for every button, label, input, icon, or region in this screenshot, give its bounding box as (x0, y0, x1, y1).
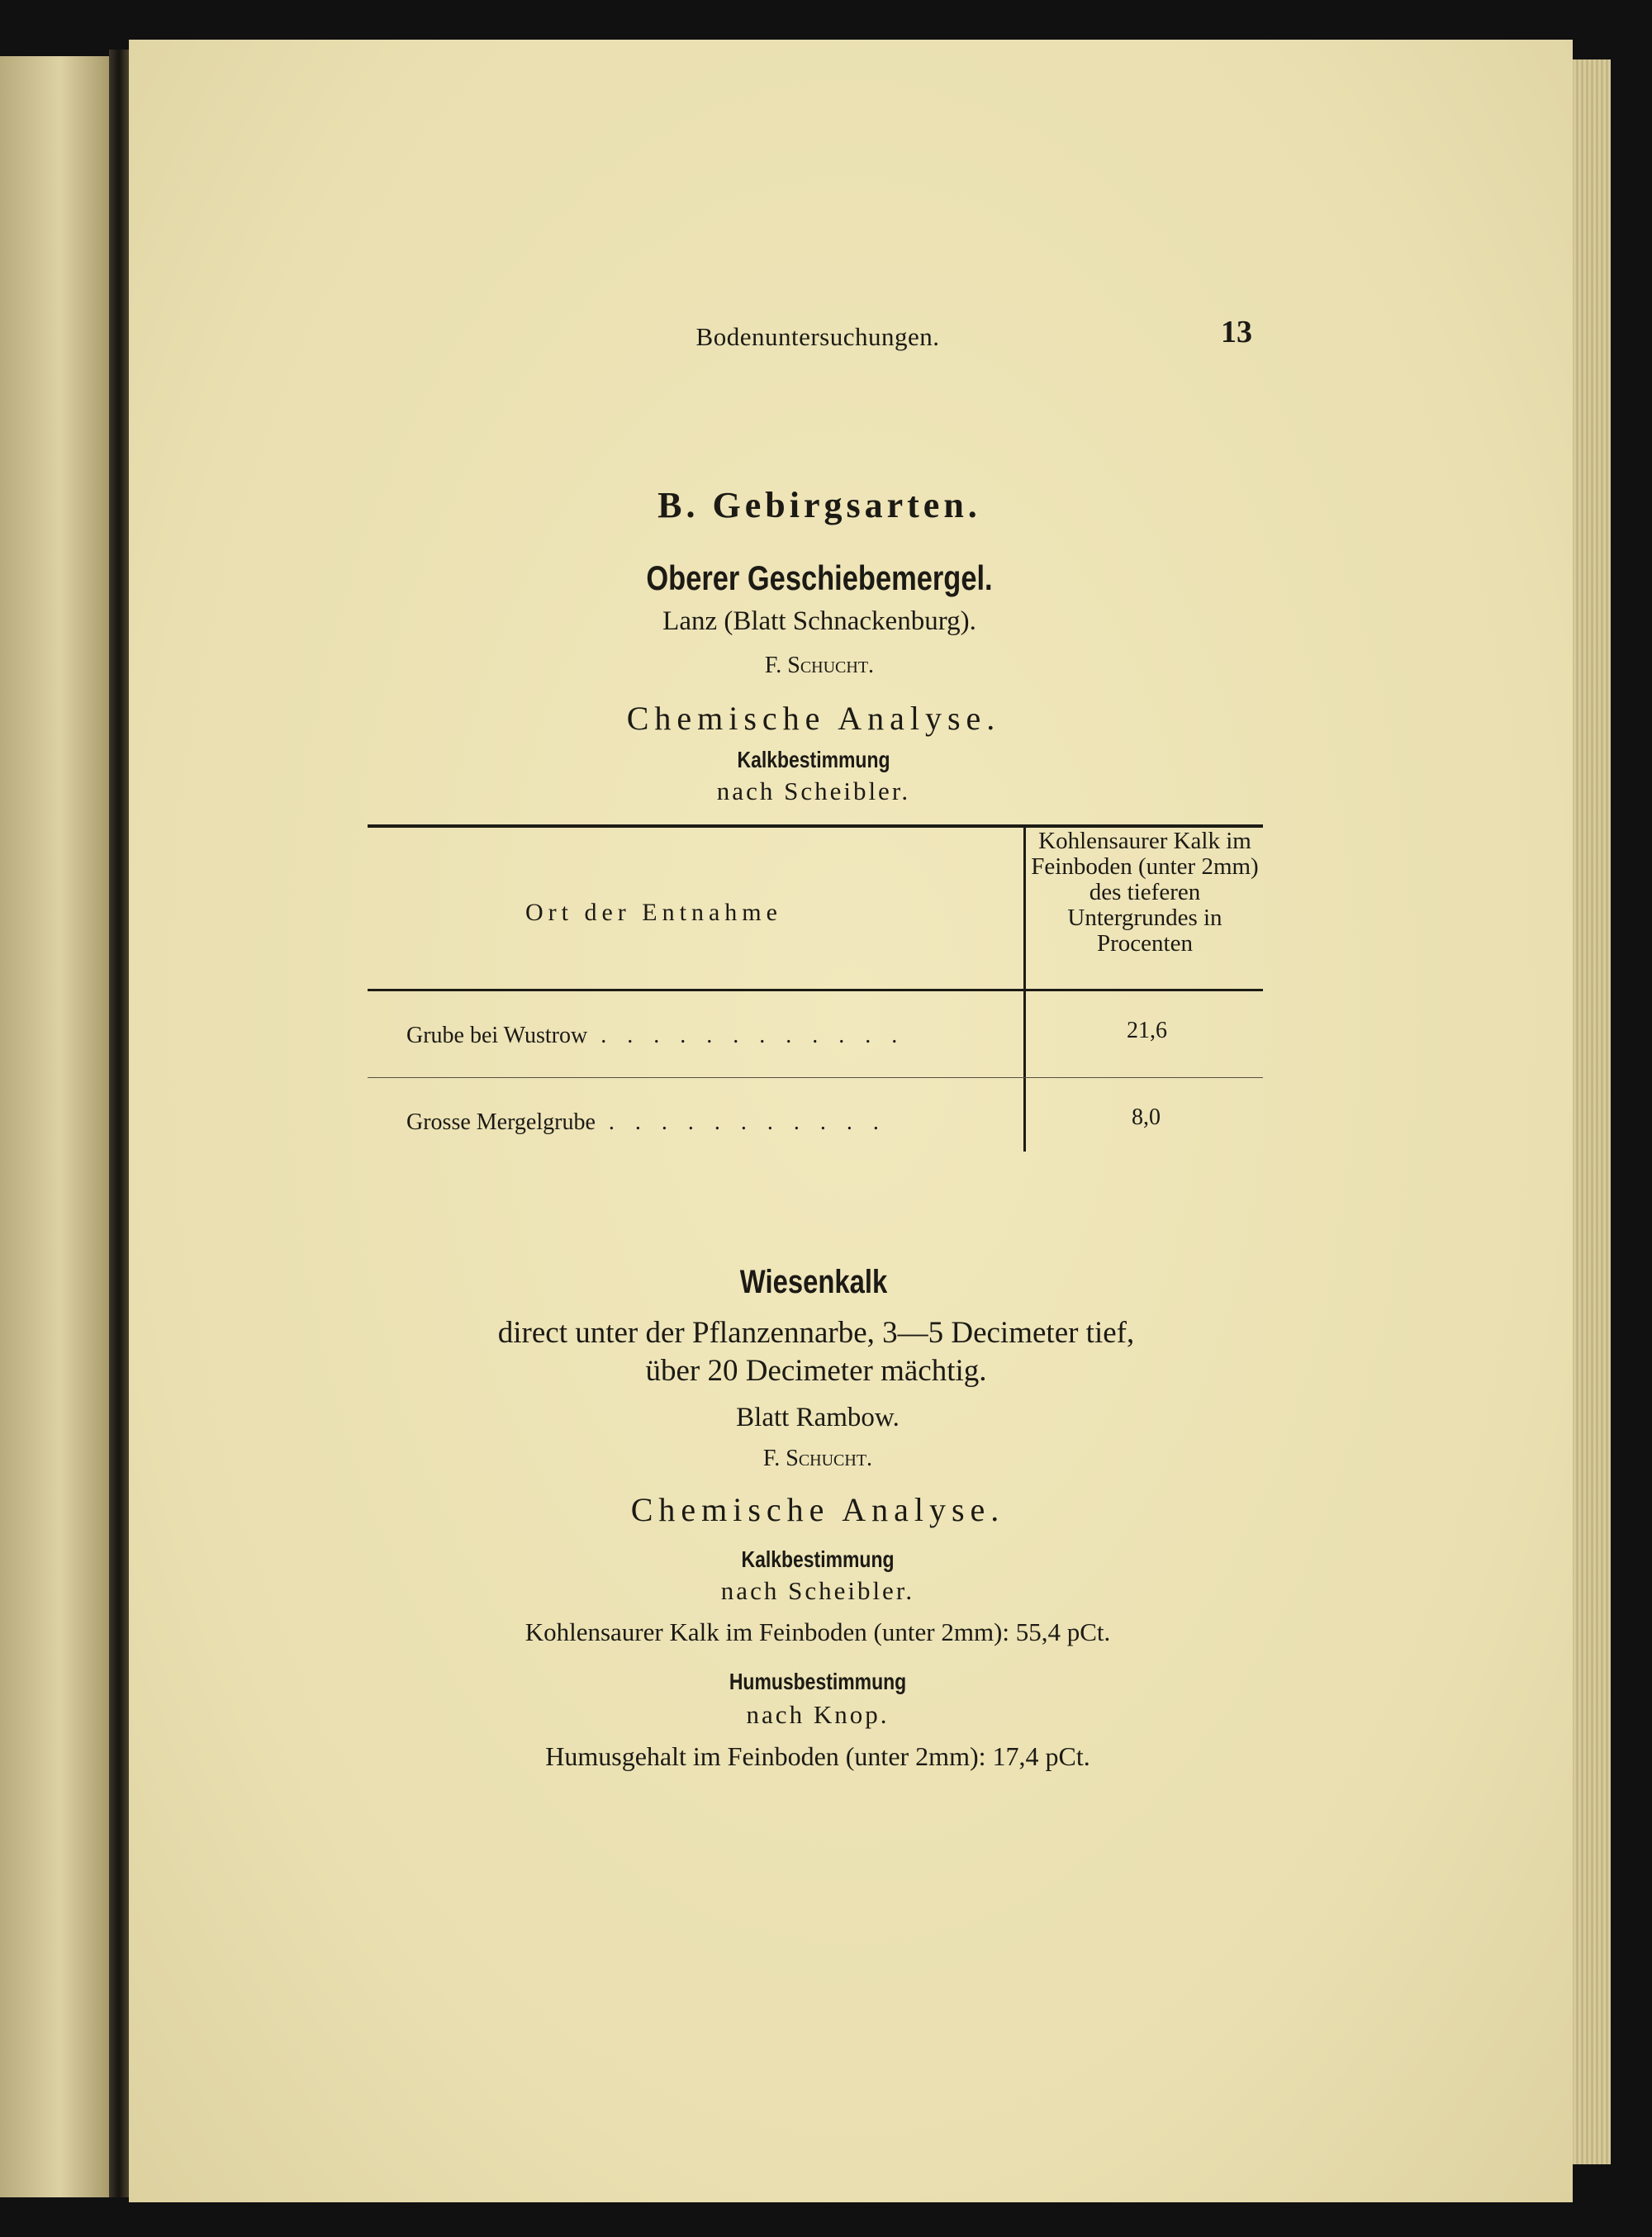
running-title: Bodenuntersuchungen. (695, 322, 940, 351)
block1-locality: Lanz (Blatt Schnackenburg). (662, 606, 976, 636)
block1-analysis-heading: Chemische Analyse. (626, 700, 1001, 737)
block1-method-by: nach Scheibler. (716, 777, 911, 805)
table-row-rule (368, 1077, 1263, 1078)
block2-title: Wiesenkalk (739, 1264, 888, 1300)
block2-result2: Humusgehalt im Feinboden (unter 2mm): 17,4 pCt. (545, 1741, 1090, 1771)
block2-desc-line1: direct unter der Pflanzennarbe, 3—5 Decimeter tief, (497, 1316, 1135, 1350)
block1-author: F. Schucht. (764, 653, 875, 678)
block2-method2-by: nach Knop. (746, 1700, 890, 1729)
block2-author: F. Schucht. (762, 1446, 873, 1471)
book-gutter (109, 50, 129, 2197)
table-column-rule (1023, 824, 1026, 1152)
block2-method2: Humusbestimmung (729, 1669, 907, 1694)
page-number: 13 (1221, 315, 1252, 349)
block2-result1: Kohlensaurer Kalk im Feinboden (unter 2mm): 55,4 pCt. (525, 1617, 1111, 1646)
block2-sheet: Blatt Rambow. (736, 1403, 900, 1432)
row2-value: 8,0 (1132, 1104, 1161, 1130)
block2-method1-by: nach Scheibler. (720, 1576, 915, 1605)
block2-desc-line2: über 20 Decimeter mächtig. (645, 1354, 987, 1388)
row2-place: Grosse Mergelgrube . . . . . . . . . . . (406, 1109, 886, 1135)
row1-place: Grube bei Wustrow . . . . . . . . . . . . (406, 1023, 905, 1048)
section-heading: B. Gebirgsarten. (657, 485, 981, 525)
col-header-location: Ort der Entnahme (525, 899, 782, 926)
block1-title: Oberer Geschiebemergel. (646, 558, 993, 597)
page-stack-edge (1573, 59, 1611, 2164)
block2-method1: Kalkbestimmung (741, 1546, 895, 1572)
block1-method: Kalkbestimmung (737, 747, 890, 772)
table-header-rule (368, 989, 1263, 991)
previous-page-edge (0, 56, 109, 2197)
row1-value: 21,6 (1127, 1018, 1167, 1043)
block2-analysis-heading: Chemische Analyse. (630, 1491, 1005, 1528)
col-header-carbonate: Kohlensaurer Kalk im Feinboden (unter 2mm) des tieferen Untergrundes in Procenten (1031, 828, 1259, 957)
